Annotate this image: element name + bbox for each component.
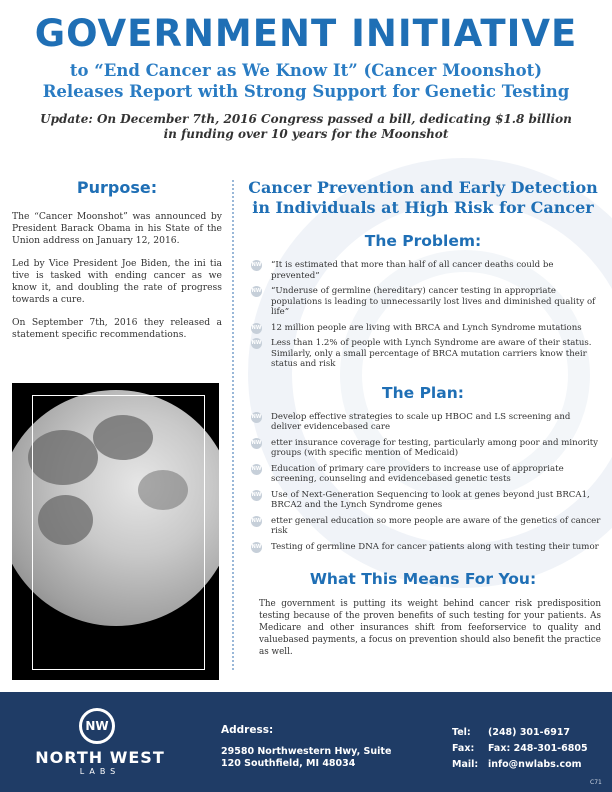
nw-bullet-icon: NW <box>251 438 262 449</box>
column-divider <box>232 180 234 670</box>
purpose-paragraph-3: On September 7th, 2016 they released a statement specific recommendations. <box>12 317 222 340</box>
section-title-line-1: Cancer Prevention and Early Detection <box>248 178 598 197</box>
mail-label: Mail: <box>452 759 479 770</box>
logo-mark: NW <box>85 719 109 733</box>
right-column <box>245 178 601 658</box>
purpose-paragraph-2: Led by Vice President Joe Biden, the ini tia tive is tasked with ending cancer as we know it, and doubling the rate of progress towards a cure. <box>12 258 222 305</box>
page-header <box>0 12 612 142</box>
fax-value: Fax: 248-301-6805 <box>488 743 588 754</box>
address-line-1: 29580 Northwestern Hwy, Suite <box>221 746 392 757</box>
address-label: Address: <box>221 724 274 736</box>
purpose-paragraph-1: The “Cancer Moonshot” was announced by President Barack Obama in his State of the Union address on January 12, 2016. <box>12 211 222 246</box>
mail-value[interactable]: info@nwlabs.com <box>488 759 582 770</box>
purpose-column <box>12 178 222 352</box>
photo-frame <box>32 395 205 670</box>
moon-photo <box>12 383 219 680</box>
document-code: C71 <box>590 779 602 786</box>
list-item: NW Less than 1.2% of people with Lynch Syndrome are aware of their status. Similarly, only a small percentage of BRCA mutation carriers know their status and risk <box>251 338 592 369</box>
nw-bullet-icon: NW <box>251 412 262 423</box>
logo-sub: LABS <box>79 767 121 776</box>
update-line-1: Update: On December 7th, 2016 Congress passed a bill, dedicating $1.8 billion <box>40 112 572 126</box>
footer <box>0 692 612 792</box>
fax-label: Fax: <box>452 743 475 754</box>
list-item: NW etter insurance coverage for testing, particularly among poor and minority groups (with specific mention of Medicaid) <box>251 437 599 458</box>
nw-bullet-icon: NW <box>251 490 262 501</box>
tel-value: (248) 301-6917 <box>488 727 571 738</box>
nw-bullet-icon: NW <box>251 464 262 475</box>
nw-bullet-icon: NW <box>251 338 262 349</box>
subtitle-line-2: Releases Report with Strong Support for Genetic Testing <box>42 82 570 101</box>
list-item: NW etter general education so more people are aware of the genetics of cancer risk <box>251 515 601 536</box>
list-item: NW “Underuse of germline (hereditary) cancer testing in appropriate populations is leading to unnecessarily lost lives and diminished quality of life” <box>251 286 596 317</box>
list-item: NW Education of primary care providers to increase use of appropriate screening, counseling and evidencebased genetic tests <box>251 463 564 484</box>
problem-list <box>251 260 601 370</box>
update-line-2: in funding over 10 years for the Moonshot <box>163 127 449 141</box>
list-item: NW 12 million people are living with BRCA and Lynch Syndrome mutations <box>251 322 582 333</box>
list-item: NW Testing of germline DNA for cancer patients along with testing their tumor <box>251 541 599 552</box>
page-title: GOVERNMENT INITIATIVE <box>34 12 578 55</box>
logo-icon <box>79 708 115 744</box>
address-line-2: 120 Southfield, MI 48034 <box>221 758 356 769</box>
list-item: NW “It is estimated that more than half of all cancer deaths could be prevented” <box>251 260 554 281</box>
nw-bullet-icon: NW <box>251 323 262 334</box>
plan-list <box>251 412 601 553</box>
purpose-heading: Purpose: <box>76 178 158 197</box>
logo-name: NORTH WEST <box>35 748 165 767</box>
list-item: NW Use of Next-Generation Sequencing to look at genes beyond just BRCA1, BRCA2 and the Lynch Syndrome genes <box>251 489 590 510</box>
means-heading: What This Means For You: <box>309 570 537 588</box>
means-paragraph: The government is putting its weight behind cancer risk predisposition testing because of the proven benefits of such testing for your patients. As Medicare and other insurances shift from feeforservice to quality and valuebased payments, a focus on prevention should also benefit the practice as well. <box>259 599 601 657</box>
nw-bullet-icon: NW <box>251 286 262 297</box>
section-title-line-2: in Individuals at High Risk for Cancer <box>252 198 594 217</box>
nw-bullet-icon: NW <box>251 260 262 271</box>
subtitle-line-1: to “End Cancer as We Know It” (Cancer Moonshot) <box>69 61 543 80</box>
nw-bullet-icon: NW <box>251 542 262 553</box>
tel-label: Tel: <box>452 727 471 738</box>
problem-heading: The Problem: <box>364 232 482 250</box>
nw-bullet-icon: NW <box>251 516 262 527</box>
plan-heading: The Plan: <box>382 383 464 402</box>
list-item: NW Develop effective strategies to scale up HBOC and LS screening and deliver evidencebased care <box>251 411 571 432</box>
